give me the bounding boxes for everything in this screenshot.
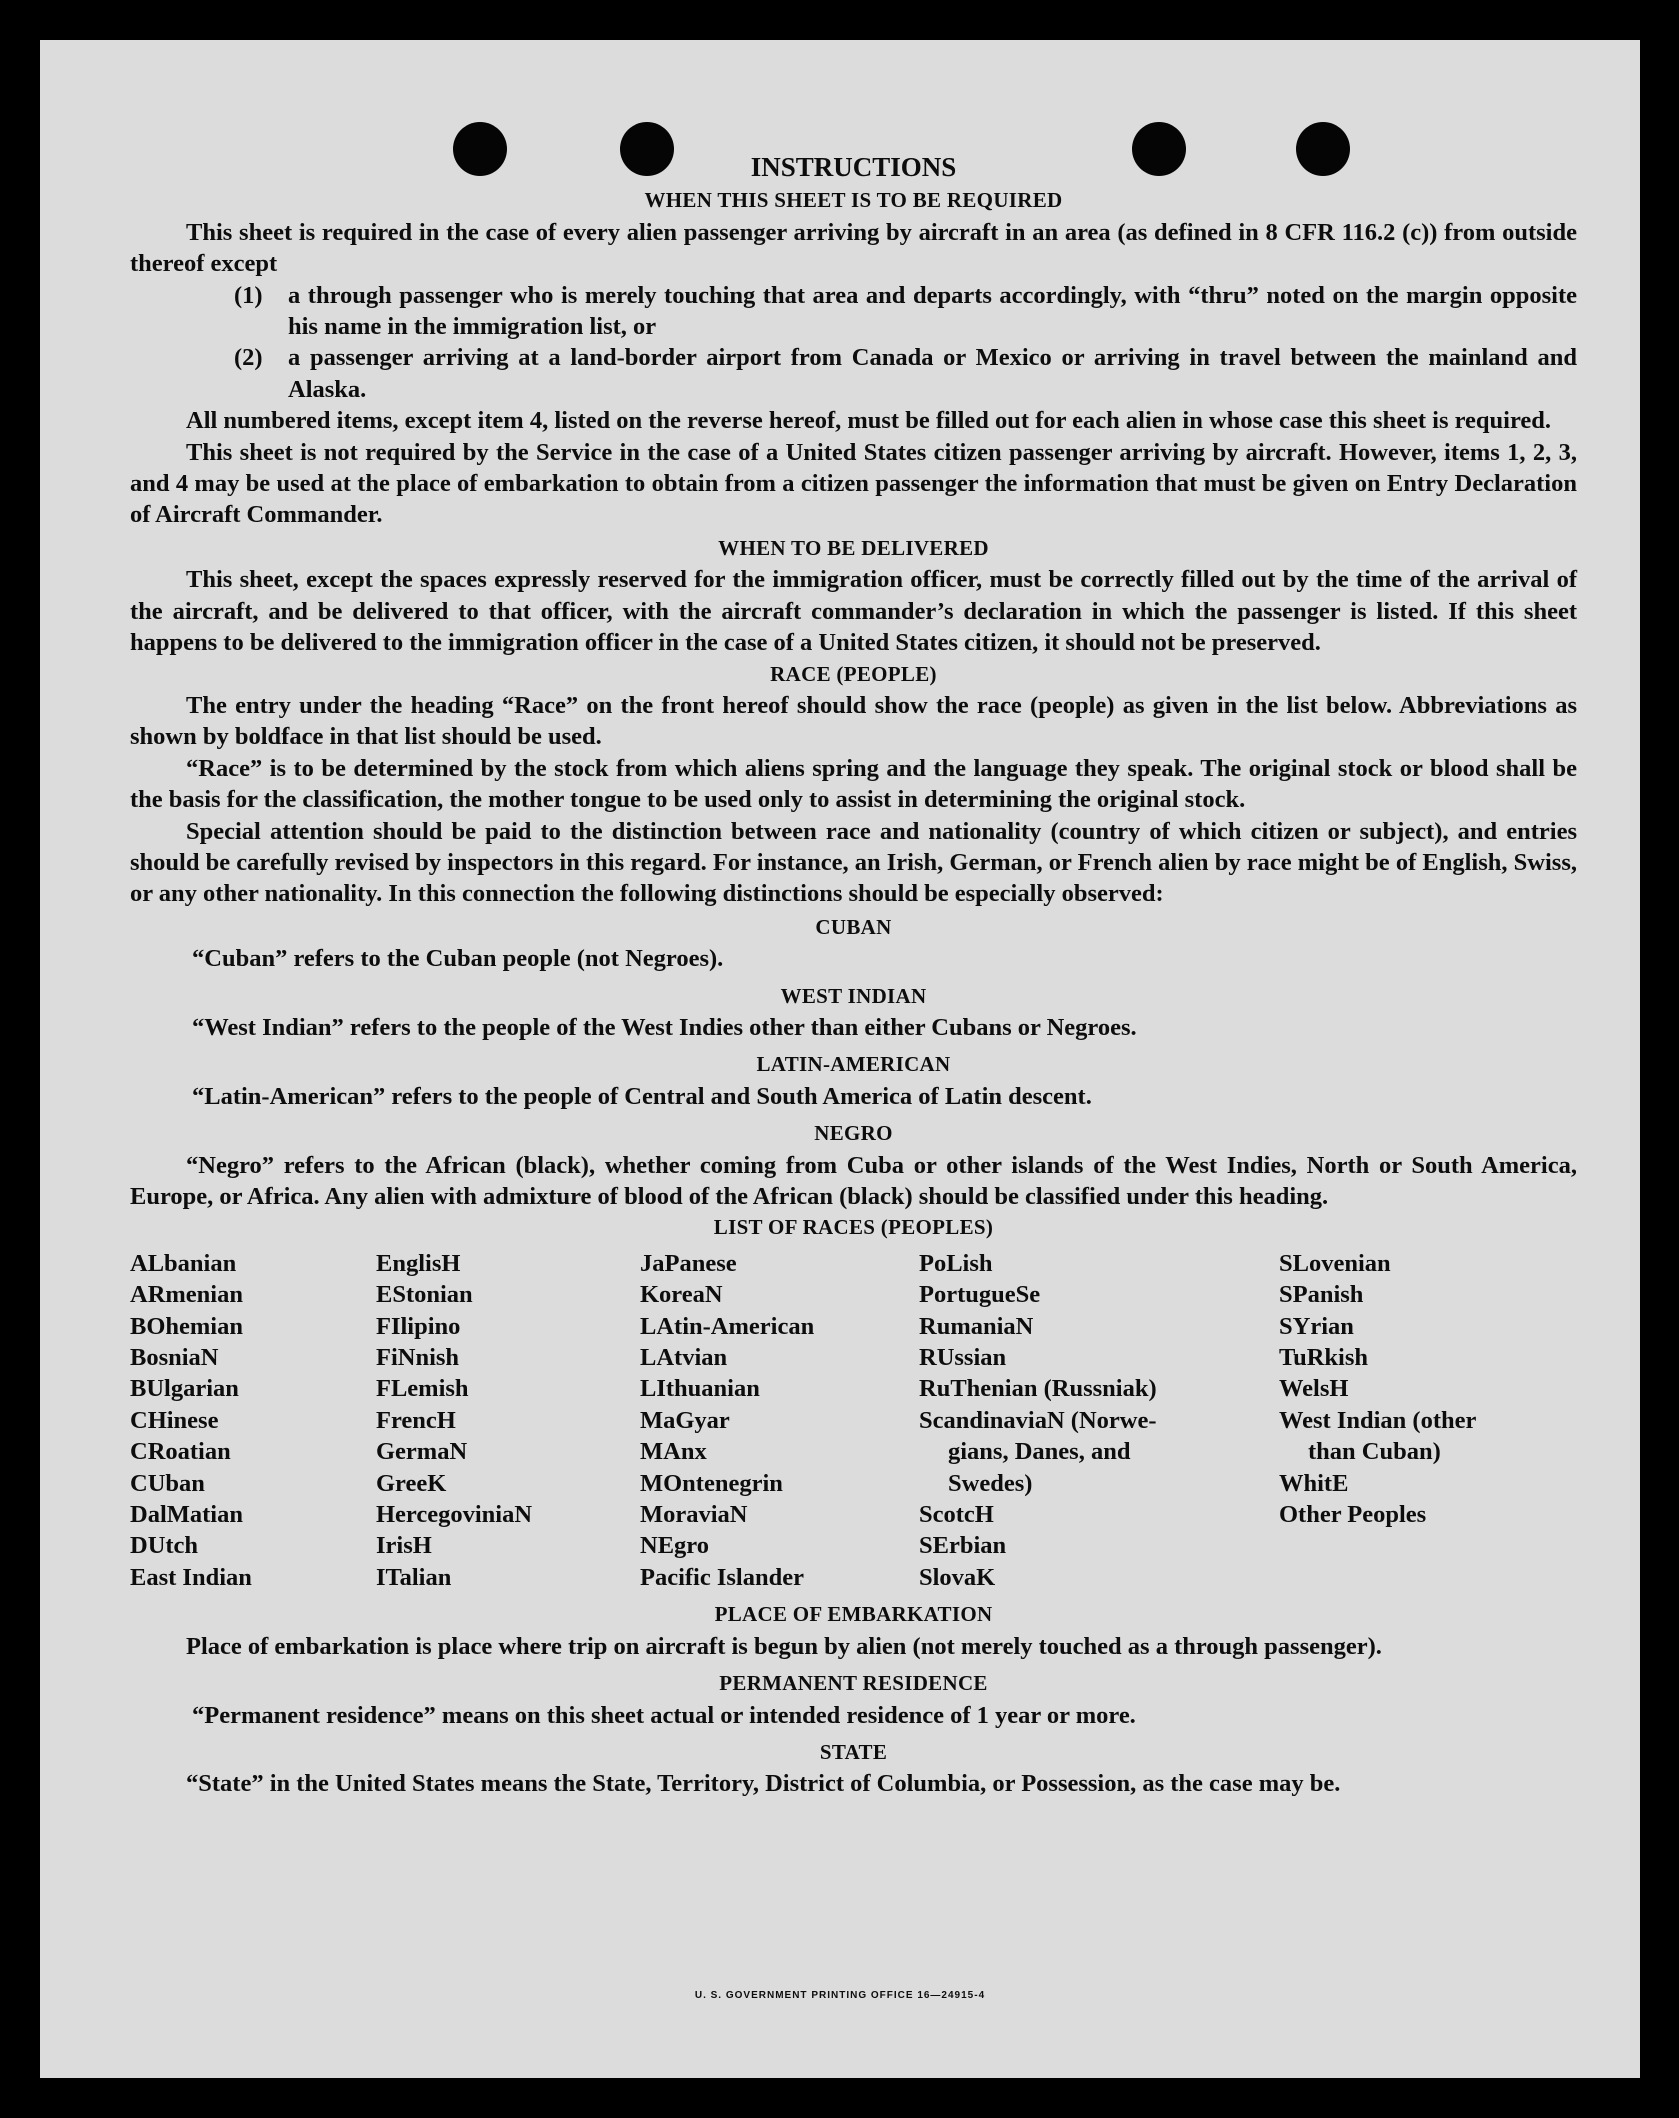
section-heading: PLACE OF EMBARKATION (714, 1602, 993, 1627)
instructions-body (130, 152, 1577, 1800)
section-heading: PERMANENT RESIDENCE (719, 1671, 988, 1696)
race-column: ALbanian ARmenian BOhemian BosniaN BUlgarian CHinese CRoatian CUban DalMatian DUtch East Indian (130, 1249, 252, 1591)
section-heading: CUBAN (815, 914, 892, 939)
paragraph: All numbered items, except item 4, listed on the reverse hereof, must be filled out for each alien in whose case this sheet is required. (186, 407, 1552, 435)
section-heading: LIST OF RACES (PEOPLES) (713, 1215, 994, 1240)
document-sheet (40, 40, 1640, 2078)
page-title: INSTRUCTIONS (750, 152, 957, 182)
paragraph: “Negro” refers to the African (black), whether coming from Cuba or other islands of the West Indies, North or South America, Europe, or Africa. Any alien with admixture of blood of the African (black) should be classified under this heading. (130, 1151, 1577, 1210)
paragraph: This sheet is required in the case of every alien passenger arriving by aircraft in an area (as defined in 8 CFR 116.2 (c)) from outside thereof except (130, 218, 1577, 278)
section-heading: NEGRO (814, 1121, 893, 1146)
paragraph: “West Indian” refers to the people of the West Indies other than either Cubans or Negroes. (192, 1013, 1137, 1041)
paragraph: Place of embarkation is place where trip on aircraft is begun by alien (not merely touched as a through passenger). (186, 1632, 1382, 1660)
list-item: (2) a passenger arriving at a land-border airport from Canada or Mexico or arriving in travel between the mainland and Alaska. (234, 344, 1577, 403)
paragraph: Special attention should be paid to the distinction between race and nationality (country of which citizen or subject), and entries should be carefully revised by inspectors in this regard. For instance, an Irish, German, or French alien by race might be of English, Swiss, or any other nationality. In this connection the following distinctions should be especially observed: (130, 817, 1577, 908)
printer-imprint: U. S. GOVERNMENT PRINTING OFFICE 16—24915-4 (694, 1990, 986, 2001)
section-heading: WHEN THIS SHEET IS TO BE REQUIRED (644, 188, 1063, 213)
section-heading: WEST INDIAN (780, 983, 927, 1008)
section-heading: RACE (PEOPLE) (770, 661, 937, 686)
race-column: JaPanese KoreaN LAtin-American LAtvian LIthuanian MaGyar MAnx MOntenegrin MoraviaN NEgro Pacific Islander (640, 1249, 815, 1591)
race-column: PoLish PortugueSe RumaniaN RUssian RuThenian (Russniak) ScandinaviaN (Norwe- gians, Danes, and Swedes) ScotcH SErbian SlovaK (919, 1249, 1157, 1591)
section-heading: WHEN TO BE DELIVERED (718, 535, 989, 560)
paragraph: This sheet, except the spaces expressly reserved for the immigration officer, must be correctly filled out by the time of the arrival of the aircraft, and be delivered to that officer, with the aircraft commander’s declaration in which the passenger is listed. If this sheet happens to be delivered to the immigration officer in the case of a United States citizen, it should not be preserved. (130, 566, 1577, 657)
paragraph: “Race” is to be determined by the stock from which aliens spring and the language they speak. The original stock or blood shall be the basis for the classification, the mother tongue to be used only to assist in determining the original stock. (130, 754, 1577, 814)
race-column: EnglisH EStonian FIlipino FiNnish FLemish FrencH GermaN GreeK HercegoviniaN IrisH ITalian (376, 1249, 533, 1591)
section-heading: STATE (819, 1739, 888, 1764)
paragraph: “Cuban” refers to the Cuban people (not Negroes). (192, 945, 724, 973)
paragraph: The entry under the heading “Race” on the front hereof should show the race (people) as given in the list below. Abbreviations as shown by boldface in that list should be used. (130, 691, 1577, 751)
paragraph: “Latin-American” refers to the people of Central and South America of Latin descent. (192, 1082, 1092, 1110)
section-heading: LATIN-AMERICAN (756, 1052, 951, 1077)
race-column: SLovenian SPanish SYrian TuRkish WelsH West Indian (other than Cuban) WhitE Other Peoples (1279, 1249, 1477, 1529)
paragraph: “State” in the United States means the State, Territory, District of Columbia, or Possession, as the case may be. (186, 1770, 1341, 1798)
paragraph: “Permanent residence” means on this sheet actual or intended residence of 1 year or more. (192, 1701, 1136, 1729)
list-item: (1) a through passenger who is merely touching that area and departs accordingly, with “thru” noted on the margin opposite his name in the immigration list, or (234, 281, 1577, 341)
race-list (130, 1248, 1577, 1593)
paragraph: This sheet is not required by the Service in the case of a United States citizen passenger arriving by aircraft. However, items 1, 2, 3, and 4 may be used at the place of embarkation to obtain from a citizen passenger the information that must be given on Entry Declaration of Aircraft Commander. (130, 438, 1577, 529)
